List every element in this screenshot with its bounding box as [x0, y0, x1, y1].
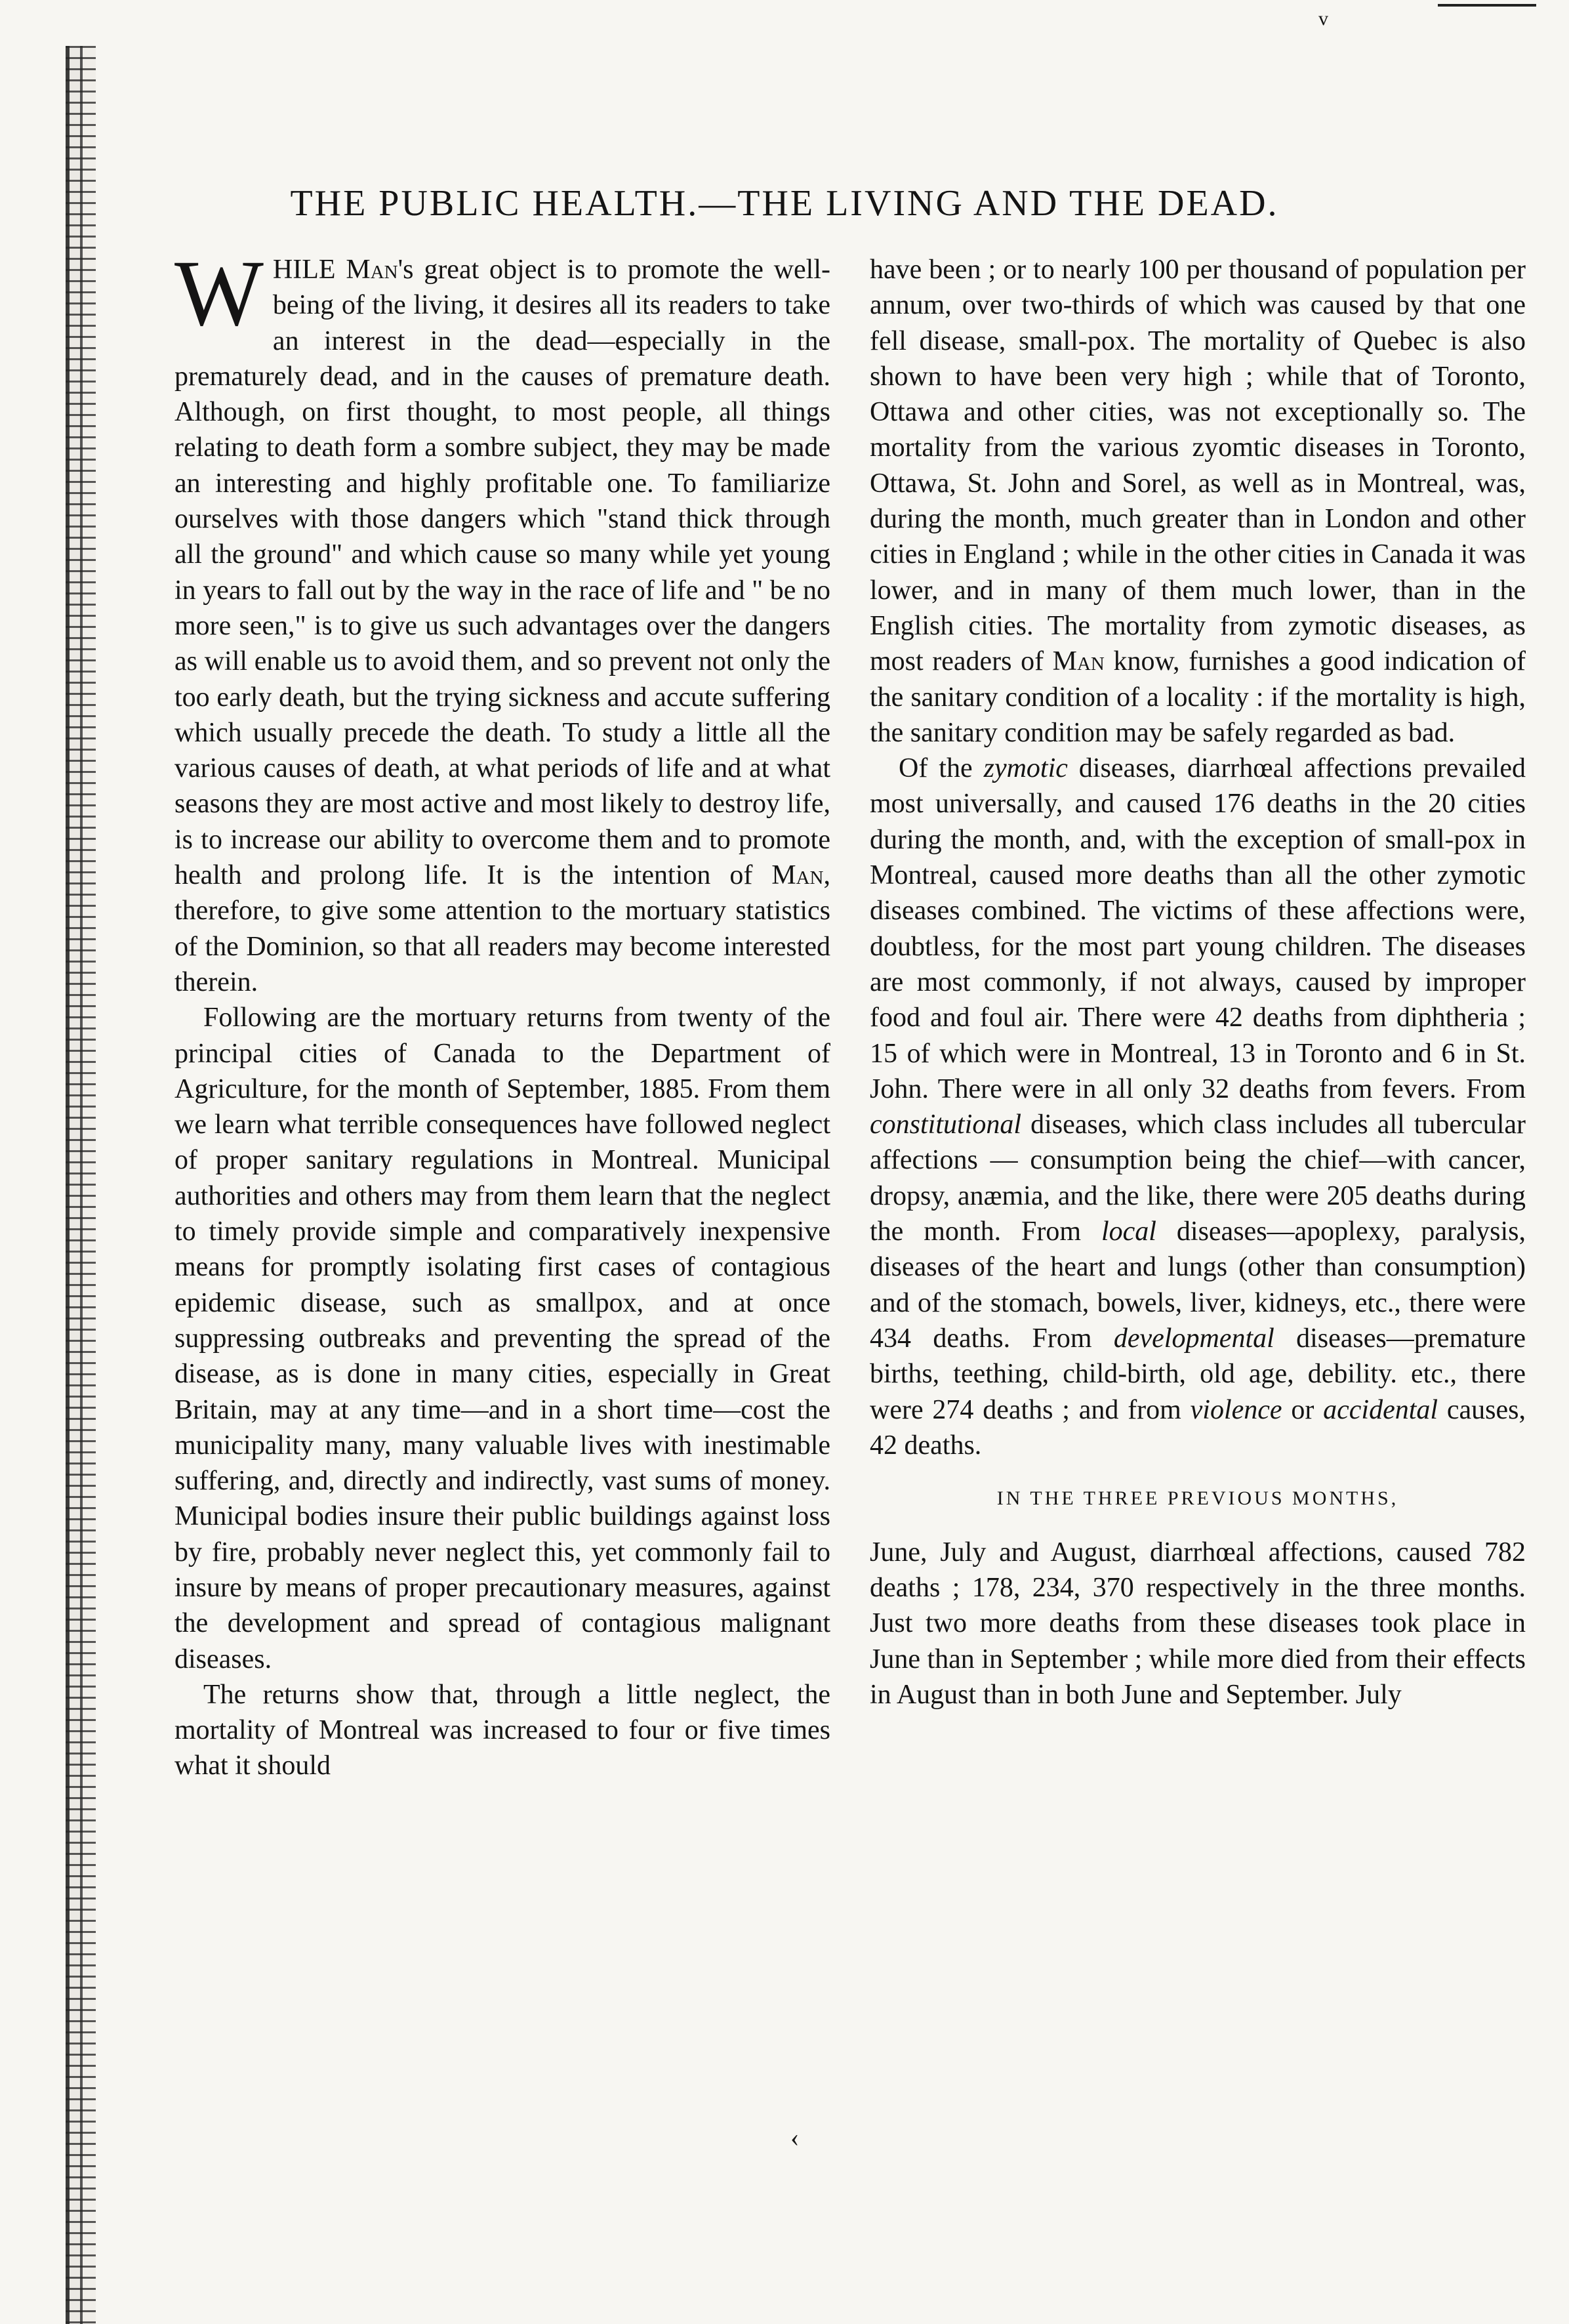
section-subheading: IN THE THREE PREVIOUS MONTHS,: [996, 1487, 1399, 1510]
magazine-name: Man: [771, 860, 824, 891]
magazine-name: Man: [1052, 646, 1105, 677]
paragraph-returns: Following are the mortuary returns from twenty of the principal cities of Canada to the Department of Agriculture, for the month of September, 1885. From them we learn what terrible consequences have followed neglect of proper sanitary regulations in Montreal. Municipal authorities and others may from them learn that the neglect to timely provide simple and comparatively inexpensive means for promptly isolating first cases of contagious epidemic disease, such as smallpox, and at once suppressing outbreaks and preventing the spread of the disease, as is done in many cities, especially in Great Britain, may at any time—and in a short time—cost the municipality many, many valuable lives with inestimable suffering, and, directly and indirectly, vast sums of money. Municipal bodies insure their public buildings against loss by fire, probably never neglect this, yet commonly fail to insure by means of proper precautionary measures, against the development and spread of contagious malignant diseases.: [174, 1003, 830, 1674]
paragraph-previous-months: June, July and August, diarrhœal affections, caused 782 deaths ; 178, 234, 370 respectively in the three months. Just two more deaths from these diseases took place in June than in September ; while more died from their effects in August than in both June and September. July: [870, 1537, 1526, 1710]
paragraph-montreal: The returns show that, through a little neglect, the mortality of Montreal was increased to four or five times what it should: [174, 1679, 830, 1781]
section-subheading-block: [870, 1463, 1526, 1535]
paragraph-intro: WHILE Man's great object is to promote the well-being of the living, it desires all its readers to take an interest in the dead—especially in the prematurely dead, and in the causes of premature death. Although, on first thought, to most people, all things relating to death form a sombre subject, they may be made an interesting and highly profitable one. To familiarize ourselves with those dangers which "stand thick through all the ground" and which cause so many while yet young in years to fall out by the way in the race of life and " be no more seen," is to give us such advantages over the dangers as will enable us to avoid them, and so prevent not only the too early death, but the trying sickness and accute suffering which usually precede the death. To study a little all the various causes of death, at what periods of life and at what seasons they are most active and most likely to destroy life, is to increase our ability to overcome them and to promote health and prolong life. It is the intention of Man, therefore, to give some attention to the mortuary statistics of the Dominion, so that all readers may become interested therein.: [174, 241, 830, 997]
corner-mark: v: [1318, 8, 1328, 30]
book-spine-edge: [66, 46, 96, 2324]
top-rule: [1438, 4, 1536, 7]
article-title: THE PUBLIC HEALTH.—THE LIVING AND THE DEAD.: [290, 183, 1279, 224]
left-column: [174, 241, 830, 1784]
right-column: [870, 252, 1526, 1712]
paragraph-mortality: have been ; or to nearly 100 per thousand of population per annum, over two-thirds of which was caused by that one fell disease, small-pox. The mortality of Quebec is also shown to have been very high ; while that of Toronto, Ottawa and other cities, was not exceptionally so. The mortality from the various zyomtic diseases in Toronto, Ottawa, St. John and Sorel, as well as in Montreal, was, during the month, much greater than in London and other cities in England ; while in the other cities in Canada it was lower, and in many of them much lower, than in the English cities. The mortality from zymotic diseases, as most readers of Man know, furnishes a good indication of the sanitary condition of a locality : if the mortality is high, the sanitary condition may be safely regarded as bad.: [870, 255, 1526, 748]
drop-cap: W: [174, 241, 264, 346]
margin-mark: ‹: [790, 2123, 800, 2152]
magazine-name: Man: [346, 255, 398, 285]
paragraph-zymotic: Of the zymotic diseases, diarrhœal affections prevailed most universally, and caused 176 deaths in the 20 cities during the month, and, with the exception of small-pox in Montreal, caused more deaths than all the other zymotic diseases combined. The victims of these affections were, doubtless, for the most part young children. The diseases are most commonly, if not always, caused by improper food and foul air. There were 42 deaths from diphtheria ; 15 of which were in Montreal, 13 in Toronto and 6 in St. John. There were in all only 32 deaths from fevers. From constitutional diseases, which class includes all tubercular affections — consumption being the chief—with cancer, dropsy, anæmia, and the like, there were 205 deaths during the month. From local diseases—apoplexy, paralysis, diseases of the heart and lungs (other than consumption) and of the stomach, bowels, liver, kidneys, etc., there were 434 deaths. From developmental diseases—premature births, teething, child-birth, old age, debility. etc., there were 274 deaths ; and from violence or accidental causes, 42 deaths.: [870, 753, 1526, 1461]
